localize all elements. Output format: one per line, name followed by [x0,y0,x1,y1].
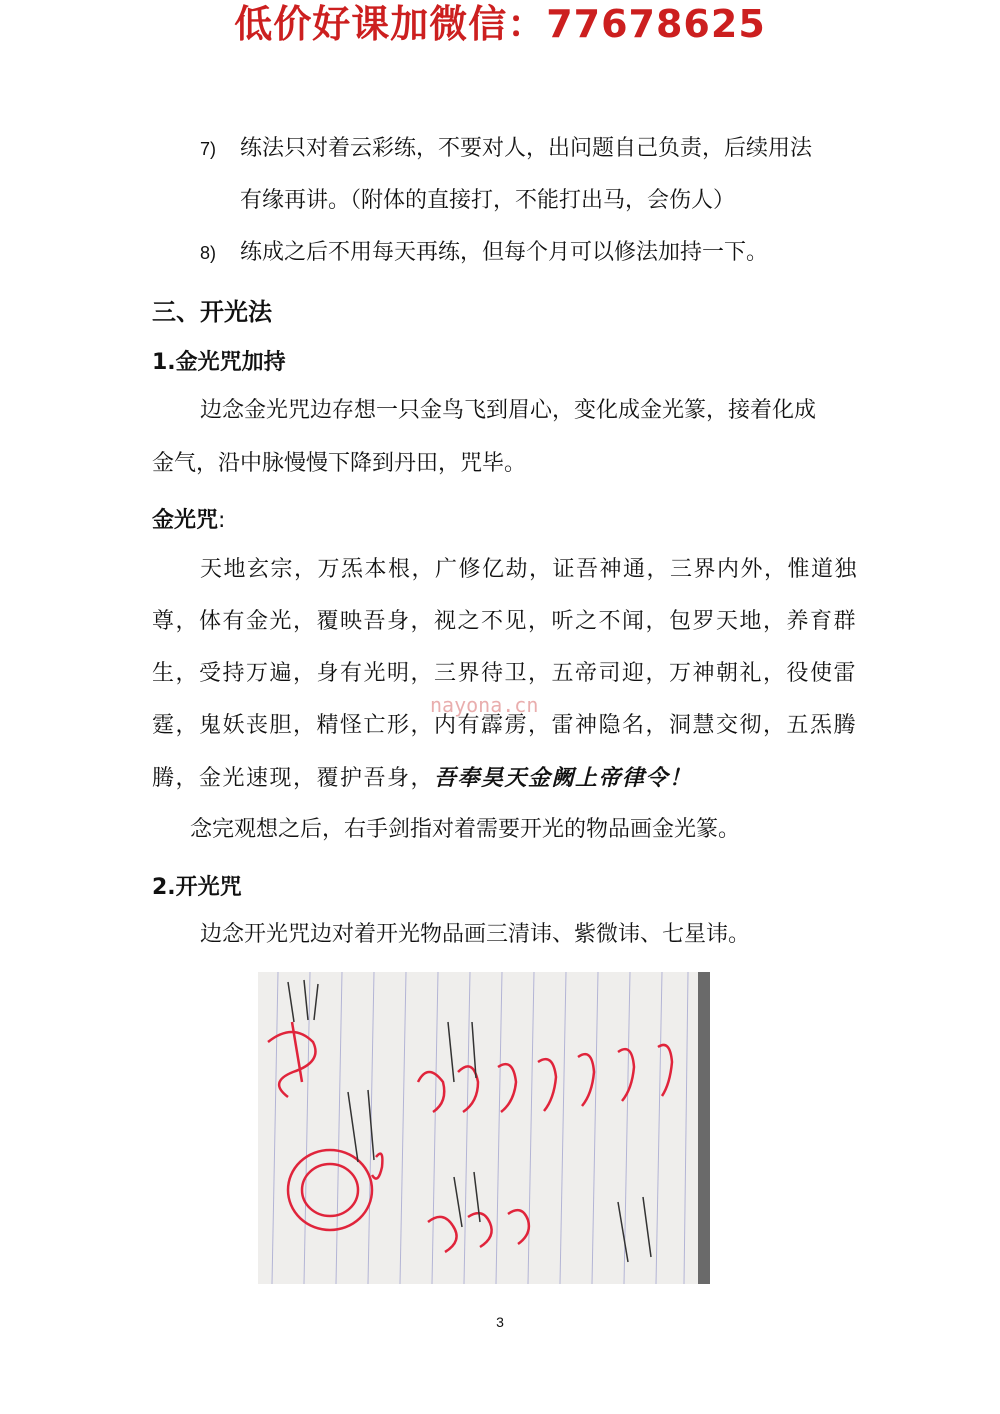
paragraph-line: 边念金光咒边存想一只金鸟飞到眉心，变化成金光篆，接着化成 [200,398,817,423]
paragraph-line: 金气，沿中脉慢慢下降到丹田，咒毕。 [152,451,527,476]
list-text-line1: 练法只对着云彩练，不要对人，出问题自己负责，后续用法 [240,136,813,161]
mantra-title-colon: : [218,508,226,533]
mantra-title-text: 金光咒 [152,508,219,533]
mantra-line-last [152,763,852,794]
list-text-line2: 有缘再讲。（附体的直接打，不能打出马，会伤人） [240,188,736,213]
mantra-line: 生，受持万遍，身有光明，三界待卫，五帝司迎，万神朝礼，役使雷 [152,661,858,686]
paragraph-line: 边念开光咒边对着开光物品画三清讳、紫微讳、七星讳。 [200,922,751,947]
talisman-photo [258,972,710,1284]
page-number: 3 [496,1314,504,1330]
notebook-photo-illustration [258,972,710,1284]
list-number: 8) [200,243,217,263]
subsection-title-1: 1.金光咒加持 [152,350,286,375]
mantra-line: 天地玄宗，万炁本根，广修亿劫，证吾神通，三界内外，惟道独 [200,557,859,582]
mantra-line: 尊，体有金光，覆映吾身，视之不见，听之不闻，包罗天地，养育群 [152,609,858,634]
list-number: 7) [200,139,217,159]
promo-banner: 低价好课加微信：77678625 [234,2,766,46]
list-item-7 [200,134,812,164]
mantra-title [152,503,225,534]
mantra-line: 霆，鬼妖丧胆，精怪亡形，内有霹雳，雷神隐名，洞慧交彻，五炁腾 [152,713,858,738]
mantra-text: 腾，金光速现，覆护吾身， [152,766,435,791]
mantra-decree: 吾奉昊天金阙上帝律令！ [434,765,693,791]
watermark: nayona.cn [430,693,539,717]
section-title: 三、开光法 [152,298,272,326]
list-item-8 [200,238,768,268]
subsection-title-2: 2.开光咒 [152,875,242,900]
list-text-line1: 练成之后不用每天再练，但每个月可以修法加持一下。 [240,240,769,265]
paragraph-line: 念完观想之后，右手剑指对着需要开光的物品画金光篆。 [190,817,741,842]
